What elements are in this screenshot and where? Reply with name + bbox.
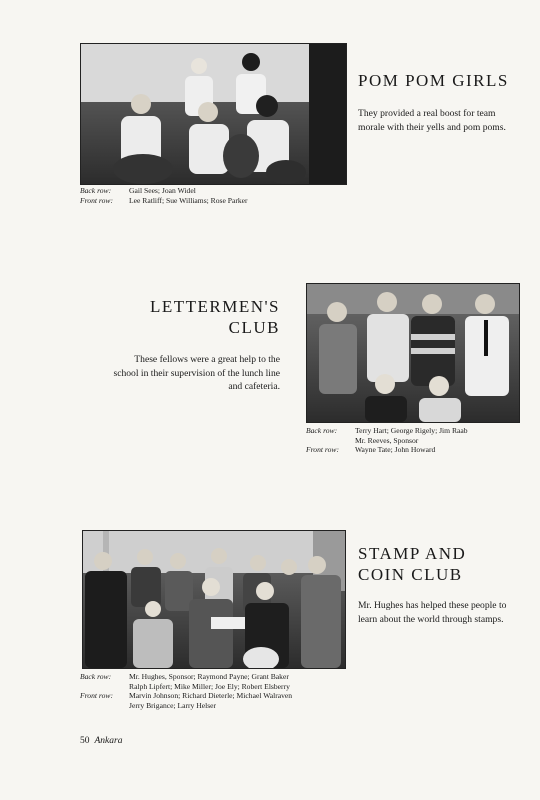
back-row-label: Back row: xyxy=(306,426,338,435)
section-description: Mr. Hughes has helped these people to learn about the world through stamps. xyxy=(358,600,507,625)
back-row-names: Gail Sees; Joan Widel xyxy=(129,186,196,195)
section-title: STAMP AND COIN CLUB xyxy=(358,544,467,584)
front-row-label: Front row: xyxy=(80,195,113,205)
page-footer xyxy=(80,736,122,746)
front-row-names: Wayne Tate; John Howard xyxy=(355,445,436,455)
lettermens-club-photo xyxy=(306,283,520,423)
photo-caption xyxy=(80,672,360,710)
section-title: LETTERMEN'S CLUB xyxy=(149,297,280,337)
back-row-names: Mr. Hughes, Sponsor; Raymond Payne; Grant Baker Ralph Lipfert; Mike Miller; Joe Ely; Robert Elsberry xyxy=(129,672,290,691)
photo-caption xyxy=(80,186,345,205)
publication-name: Ankara xyxy=(94,736,123,746)
stamp-and-coin-club-photo xyxy=(82,530,346,669)
page-number: 50 xyxy=(80,736,90,746)
front-row-label: Front row: xyxy=(80,691,113,701)
section-title: POM POM GIRLS xyxy=(358,71,509,90)
front-row-names: Lee Ratliff; Sue Williams; Rose Parker xyxy=(129,195,248,205)
back-row-label: Back row: xyxy=(80,672,112,681)
section-description: These fellows were a great help to the school in their supervision of the lunch line and cafeteria. xyxy=(113,354,280,392)
back-row-label: Back row: xyxy=(80,186,112,195)
photo-caption xyxy=(306,426,518,455)
pom-pom-girls-photo xyxy=(80,43,347,185)
front-row-label: Front row: xyxy=(306,445,339,455)
back-row-names: Terry Hart; George Rigely; Jim Raab Mr. Reeves, Sponsor xyxy=(355,426,468,445)
front-row-names: Marvin Johnson; Richard Dieterle; Michael Walraven Jerry Brigance; Larry Helser xyxy=(129,691,293,710)
section-description: They provided a real boost for team morale with their yells and pom poms. xyxy=(358,108,506,133)
